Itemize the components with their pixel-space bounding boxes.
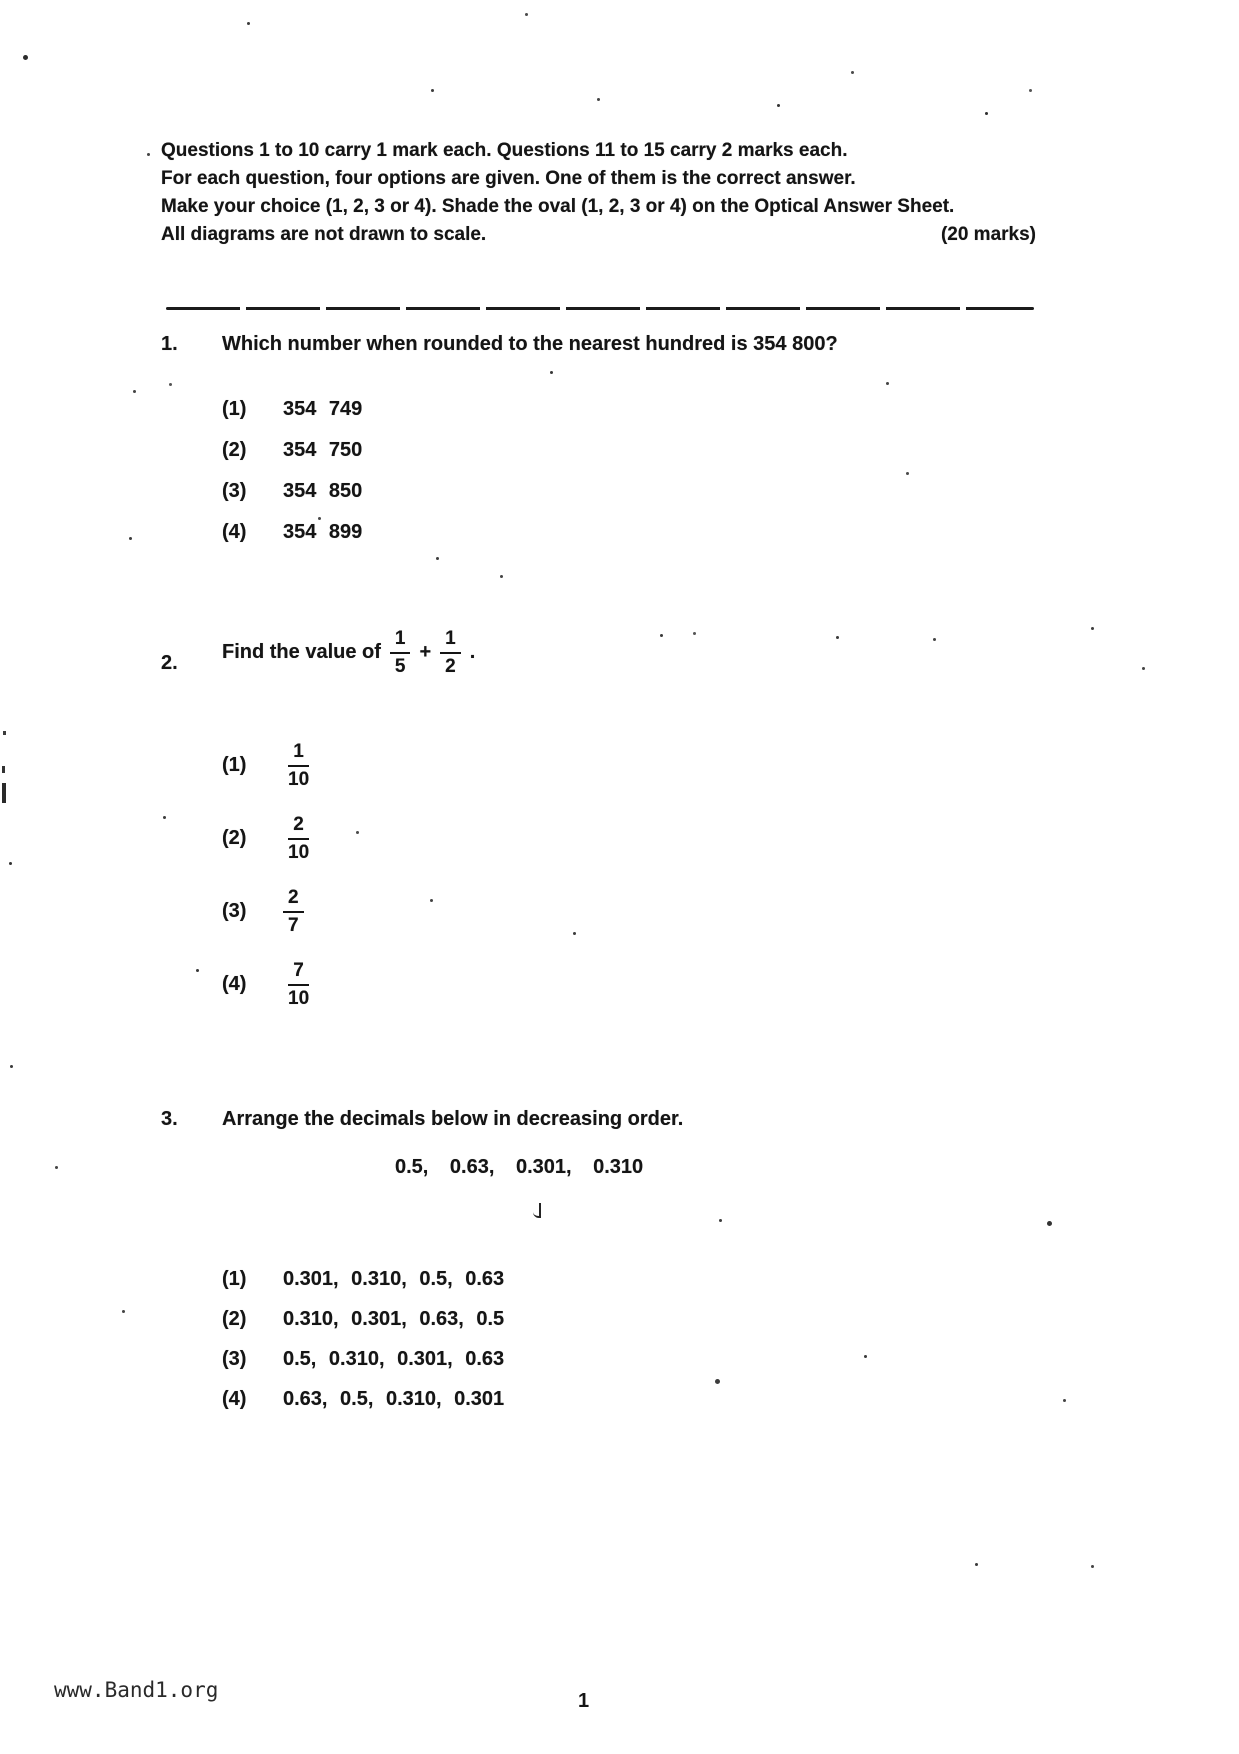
question-3-given-decimals: 0.5, 0.63, 0.301, 0.310 — [395, 1156, 644, 1178]
option-value: 354 899 — [283, 521, 363, 543]
ink-artifact — [533, 1203, 541, 1218]
option-label: (3) — [222, 900, 247, 922]
fraction — [283, 814, 314, 864]
option-row — [222, 1308, 504, 1348]
fraction — [283, 960, 314, 1010]
fraction-numerator: 1 — [288, 741, 309, 767]
option-row — [222, 439, 362, 480]
question-1-options — [222, 398, 362, 562]
fraction-denominator: 10 — [288, 987, 310, 1009]
option-value: 0.63, 0.5, 0.310, 0.301 — [283, 1388, 505, 1410]
option-value: 0.301, 0.310, 0.5, 0.63 — [283, 1268, 505, 1290]
fraction-denominator: 7 — [288, 914, 299, 936]
scan-noise-dots — [0, 0, 3, 3]
question-3-text: Arrange the decimals below in decreasing order. — [222, 1108, 684, 1130]
option-row — [222, 1268, 504, 1308]
option-row — [222, 729, 314, 802]
question-2-number: 2. — [161, 652, 178, 674]
option-row — [222, 875, 314, 948]
question-2-text — [222, 628, 475, 678]
option-value: 0.310, 0.301, 0.63, 0.5 — [283, 1308, 505, 1330]
question-3-options — [222, 1268, 504, 1428]
left-margin-mark — [2, 766, 5, 773]
fraction-numerator: 1 — [440, 628, 461, 654]
option-value: 0.5, 0.310, 0.301, 0.63 — [283, 1348, 505, 1370]
instructions-block — [161, 137, 1036, 249]
fraction — [283, 741, 314, 791]
left-margin-mark — [2, 783, 6, 803]
plus-operator: + — [419, 641, 432, 664]
option-label: (2) — [222, 439, 247, 461]
fraction — [283, 887, 304, 937]
option-label: (3) — [222, 480, 247, 502]
question-2-text-prefix: Find the value of — [222, 641, 381, 664]
fraction — [440, 628, 461, 678]
fraction-numerator: 1 — [390, 628, 411, 654]
fraction-numerator: 7 — [288, 960, 309, 986]
question-2-options — [222, 729, 314, 1021]
option-label: (3) — [222, 1348, 247, 1370]
option-label: (2) — [222, 827, 247, 849]
option-label: (2) — [222, 1308, 247, 1330]
left-margin-mark — [3, 731, 6, 735]
option-label: (4) — [222, 973, 247, 995]
option-label: (1) — [222, 754, 247, 776]
option-value: 354 850 — [283, 480, 363, 502]
option-value: 354 749 — [283, 398, 363, 420]
instructions-line-3: Make your choice (1, 2, 3 or 4). Shade the oval (1, 2, 3 or 4) on the Optical Answer Sheet. — [161, 196, 955, 217]
option-label: (4) — [222, 1388, 247, 1410]
page-number: 1 — [578, 1690, 590, 1712]
option-label: (4) — [222, 521, 247, 543]
option-row — [222, 948, 314, 1021]
option-value: 354 750 — [283, 439, 363, 461]
option-row — [222, 480, 362, 521]
section-divider — [166, 307, 1034, 310]
question-1-text: Which number when rounded to the nearest hundred is 354 800? — [222, 333, 838, 355]
total-marks: (20 marks) — [940, 224, 1036, 245]
fraction-denominator: 5 — [394, 655, 406, 677]
question-2-suffix: . — [469, 641, 476, 664]
instructions-line-2: For each question, four options are given. One of them is the correct answer. — [161, 168, 856, 189]
fraction-denominator: 2 — [445, 655, 456, 677]
instructions-line-4: All diagrams are not drawn to scale. — [161, 224, 487, 245]
instructions-line-1: Questions 1 to 10 carry 1 mark each. Questions 11 to 15 carry 2 marks each. — [161, 140, 848, 161]
option-row — [222, 802, 314, 875]
fraction-numerator: 2 — [288, 814, 309, 840]
question-3-number: 3. — [161, 1108, 178, 1130]
option-label: (1) — [222, 398, 247, 420]
fraction-denominator: 10 — [288, 841, 310, 863]
option-row — [222, 521, 362, 562]
fraction-numerator: 2 — [283, 887, 304, 913]
question-1-number: 1. — [161, 333, 178, 355]
option-row — [222, 1348, 504, 1388]
fraction — [390, 628, 411, 678]
fraction-denominator: 10 — [288, 768, 310, 790]
option-label: (1) — [222, 1268, 247, 1290]
option-row — [222, 1388, 504, 1428]
option-row — [222, 398, 362, 439]
footer-website-url: www.Band1.org — [54, 1678, 219, 1702]
